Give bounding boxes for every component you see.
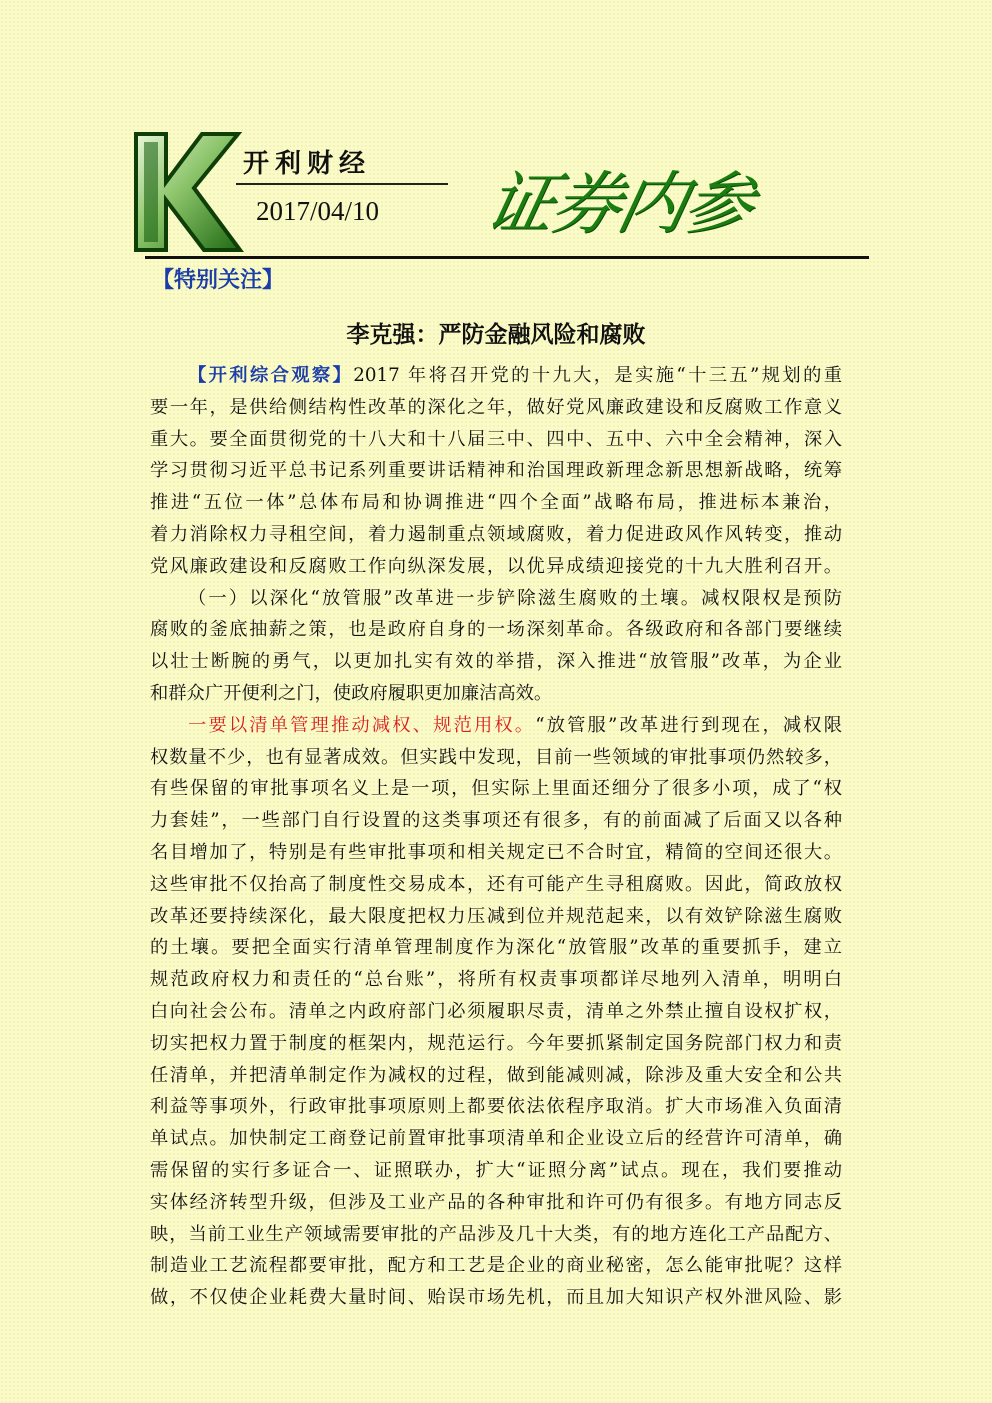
highlight-text: 一要以清单管理推动减权、规范用权。 <box>188 714 536 736</box>
body-line: 和群众广开便利之门，使政府履职更加廉洁高效。 <box>150 682 553 704</box>
line-text: 2017 年将召开党的十九大，是实施“十三五”规划的重 <box>353 365 842 386</box>
body-line <box>150 360 842 392</box>
issue-date: 2017/04/10 <box>256 196 380 226</box>
body-line: 党风廉政建设和反腐败工作向纵深发展，以优异成绩迎接党的十九大胜利召开。 <box>150 555 842 577</box>
article-title: 李克强：严防金融风险和腐败 <box>346 322 646 348</box>
body-line: （一）以深化“放管服”改革进一步铲除滋生腐败的土壤。减权限权是预防 <box>188 587 842 609</box>
body-line: 单试点。加快制定工商登记前置审批事项清单和企业设立后的经营许可清单，确 <box>150 1128 842 1150</box>
body-line: 权数量不少，也有显著成效。但实践中发现，目前一些领域的审批事项仍然较多， <box>150 746 842 768</box>
body-line: 需保留的实行多证合一、证照联办，扩大“证照分离”试点。现在，我们要推动 <box>150 1159 842 1181</box>
body-line: 名目增加了，特别是有些审批事项和相关规定已不合时宜，精简的空间还很大。 <box>150 841 842 863</box>
body-line: 映，当前工业生产领域需要审批的产品涉及几十大类，有的地方连化工产品配方、 <box>150 1223 842 1245</box>
body-line: 白向社会公布。清单之内政府部门必须履职尽责，清单之外禁止擅自设权扩权， <box>150 1000 842 1022</box>
body-line: 实体经济转型升级，但涉及工业产品的各种审批和许可仍有很多。有地方同志反 <box>150 1191 842 1213</box>
body-line: 要一年，是供给侧结构性改革的深化之年，做好党风廉政建设和反腐败工作意义 <box>150 396 842 418</box>
body-line: 学习贯彻习近平总书记系列重要讲话精神和治国理政新理念新思想新战略，统筹 <box>150 460 842 482</box>
lead-tag: 【开利综合观察】 <box>188 365 354 386</box>
brand-divider <box>236 183 448 185</box>
body-line: 着力消除权力寻租空间，着力遏制重点领域腐败，着力促进政风作风转变，推动 <box>150 523 842 545</box>
body-line: 制造业工艺流程都要审批，配方和工艺是企业的商业秘密，怎么能审批呢？这样 <box>150 1255 842 1277</box>
body-line: 这些审批不仅抬高了制度性交易成本，还有可能产生寻租腐败。因此，简政放权 <box>150 873 842 895</box>
masthead-title: 证券内参 <box>478 165 760 244</box>
body-line: 任清单，并把清单制定作为减权的过程，做到能减则减，除涉及重大安全和公共 <box>150 1064 842 1086</box>
header-divider <box>145 256 869 259</box>
body-line: 规范政府权力和责任的“总台账”，将所有权责事项都详尽地列入清单，明明白 <box>150 969 842 991</box>
body-line: 改革还要持续深化，最大限度把权力压减到位并规范起来，以有效铲除滋生腐败 <box>150 905 842 927</box>
body-line <box>150 710 842 742</box>
brand-name: 开利财经 <box>243 149 372 179</box>
body-line: 的土壤。要把全面实行清单管理制度作为深化“放管服”改革的重要抓手，建立 <box>150 937 842 959</box>
body-line: 腐败的釜底抽薪之策，也是政府自身的一场深刻革命。各级政府和各部门要继续 <box>150 619 842 641</box>
body-line: 以壮士断腕的勇气，以更加扎实有效的举措，深入推进“放管服”改革，为企业 <box>150 651 842 673</box>
body-line: 有些保留的审批事项名义上是一项，但实际上里面还细分了很多小项，成了“权 <box>150 778 842 800</box>
article-body <box>150 360 842 1314</box>
body-line: 利益等事项外，行政审批事项原则上都要依法依程序取消。扩大市场准入负面清 <box>150 1096 842 1118</box>
body-line: 切实把权力置于制度的框架内，规范运行。今年要抓紧制定国务院部门权力和责 <box>150 1032 842 1054</box>
body-line: 做，不仅使企业耗费大量时间、贻误市场先机，而且加大知识产权外泄风险、影 <box>150 1287 842 1309</box>
body-line: 重大。要全面贯彻党的十八大和十八届三中、四中、五中、六中全会精神，深入 <box>150 428 842 450</box>
body-line: 力套娃”，一些部门自行设置的这类事项还有很多，有的前面减了后面又以各种 <box>150 810 842 832</box>
section-tag: 【特别关注】 <box>152 268 285 293</box>
body-line: 推进“五位一体”总体布局和协调推进“四个全面”战略布局，推进标本兼治， <box>150 492 842 514</box>
line-text: “放管服”改革进行到现在，减权限 <box>535 714 842 736</box>
k-logo-icon <box>132 130 244 254</box>
